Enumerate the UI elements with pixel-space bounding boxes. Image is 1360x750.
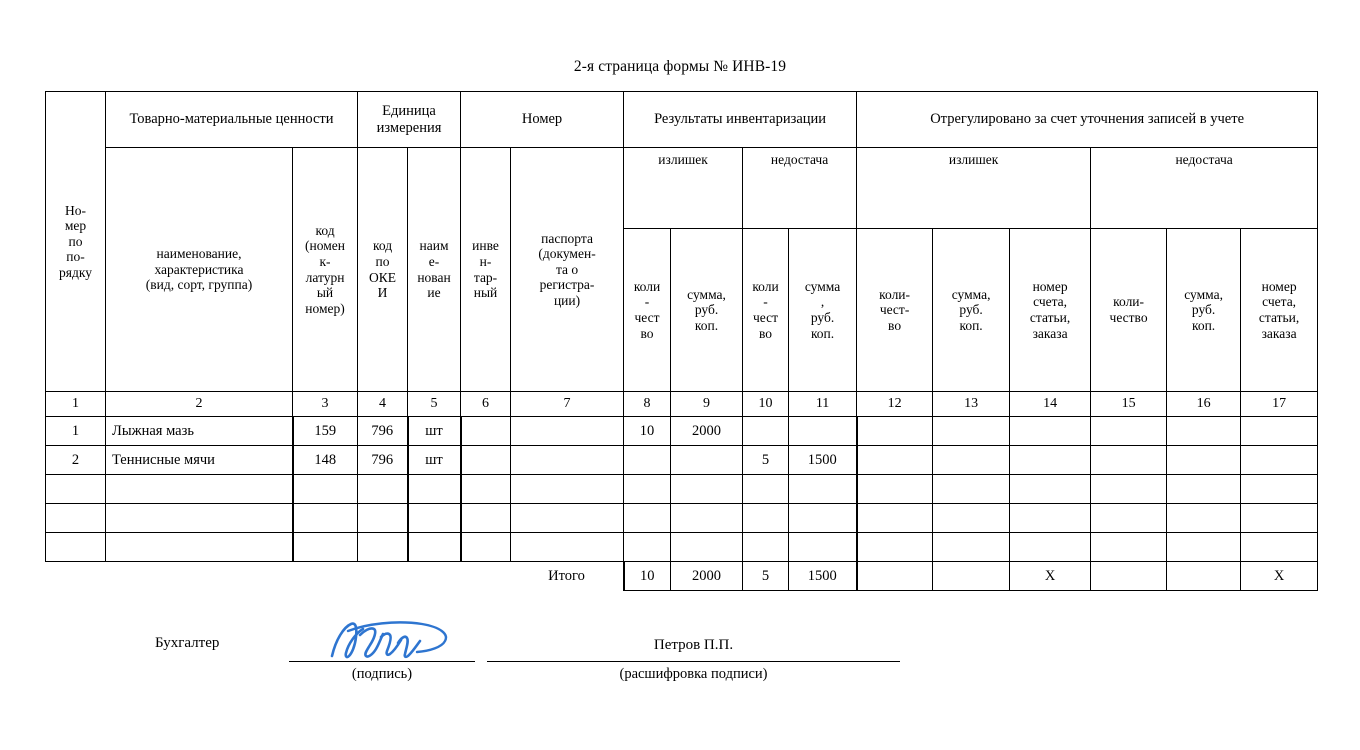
page-title: 2-я страница формы № ИНВ-19 — [573, 58, 787, 75]
total-shortage-quantity: 5 — [743, 562, 789, 591]
cell-name[interactable] — [106, 533, 293, 562]
signature-line — [289, 661, 475, 662]
cell-adj-shortage-quantity[interactable] — [1091, 446, 1167, 475]
total-spacer — [106, 562, 293, 591]
column-number: 6 — [461, 392, 511, 417]
total-surplus-amount: 2000 — [671, 562, 743, 591]
inventory-form-table — [45, 91, 1318, 591]
header-cell-results-surplus: излишек — [624, 148, 743, 229]
column-number: 7 — [511, 392, 624, 417]
cell-okei-code[interactable]: 796 — [358, 446, 408, 475]
cell-adj-shortage-account[interactable] — [1241, 417, 1318, 446]
column-number: 5 — [408, 392, 461, 417]
cell-inventory-number[interactable] — [461, 504, 511, 533]
header-cell-adj-shortage-account: номер счета, статьи, заказа — [1241, 229, 1318, 392]
cell-passport-number[interactable] — [511, 533, 624, 562]
cell-adj-shortage-quantity[interactable] — [1091, 504, 1167, 533]
table-row[interactable] — [46, 504, 1318, 533]
cell-shortage-quantity[interactable] — [743, 475, 789, 504]
column-number: 3 — [293, 392, 358, 417]
total-spacer — [293, 562, 358, 591]
column-number: 14 — [1010, 392, 1091, 417]
cell-adj-surplus-amount[interactable] — [933, 417, 1010, 446]
cell-adj-surplus-amount[interactable] — [933, 475, 1010, 504]
header-cell-adj-shortage-quantity: коли- чество — [1091, 229, 1167, 392]
cell-unit-name[interactable]: шт — [408, 417, 461, 446]
cell-adj-shortage-account[interactable] — [1241, 475, 1318, 504]
cell-adj-surplus-amount[interactable] — [933, 504, 1010, 533]
cell-surplus-quantity[interactable] — [624, 446, 671, 475]
cell-adj-surplus-quantity[interactable] — [857, 475, 933, 504]
signature-role-label: Бухгалтер — [155, 635, 220, 651]
cell-passport-number[interactable] — [511, 446, 624, 475]
cell-surplus-amount[interactable] — [671, 533, 743, 562]
total-adj-surplus-quantity — [857, 562, 933, 591]
cell-adj-surplus-amount[interactable] — [933, 533, 1010, 562]
header-cell-adj-surplus-amount: сумма, руб. коп. — [933, 229, 1010, 392]
cell-adj-surplus-account[interactable] — [1010, 475, 1091, 504]
total-shortage-amount: 1500 — [789, 562, 857, 591]
cell-inventory-number[interactable] — [461, 446, 511, 475]
cell-nomenclature-code[interactable]: 148 — [293, 446, 358, 475]
column-number: 10 — [743, 392, 789, 417]
signature-block — [0, 625, 1360, 725]
name-caption: (расшифровка подписи) — [619, 666, 768, 682]
header-row-groups — [46, 92, 1318, 148]
column-number: 16 — [1167, 392, 1241, 417]
cell-adj-shortage-quantity[interactable] — [1091, 533, 1167, 562]
cell-surplus-quantity[interactable] — [624, 475, 671, 504]
column-number: 2 — [106, 392, 293, 417]
column-number: 17 — [1241, 392, 1318, 417]
header-cell-okei-code: код по ОКЕ И — [358, 148, 408, 392]
total-label: Итого — [548, 567, 585, 584]
header-cell-surplus-quantity: коли - чест во — [624, 229, 671, 392]
cell-shortage-quantity[interactable] — [743, 533, 789, 562]
total-spacer — [358, 562, 408, 591]
signature-caption: (подпись) — [351, 666, 413, 682]
total-row — [46, 562, 1318, 591]
cell-name[interactable]: Лыжная мазь — [106, 417, 293, 446]
cell-shortage-quantity[interactable]: 5 — [743, 446, 789, 475]
header-cell-surplus-amount: сумма, руб. коп. — [671, 229, 743, 392]
total-spacer — [461, 562, 511, 591]
cell-row-number[interactable] — [46, 504, 106, 533]
cell-adj-surplus-amount[interactable] — [933, 446, 1010, 475]
total-spacer — [46, 562, 106, 591]
total-surplus-quantity: 10 — [624, 562, 671, 591]
column-number: 4 — [358, 392, 408, 417]
cell-nomenclature-code[interactable] — [293, 504, 358, 533]
cell-adj-surplus-account[interactable] — [1010, 533, 1091, 562]
header-cell-name-characteristic: наименование, характеристика (вид, сорт, группа) — [106, 148, 293, 392]
header-cell-unit-name: наим е- нован ие — [408, 148, 461, 392]
column-number: 13 — [933, 392, 1010, 417]
column-number-row — [46, 392, 1318, 417]
total-spacer — [408, 562, 461, 591]
cell-adj-shortage-quantity[interactable] — [1091, 475, 1167, 504]
total-adj-shortage-quantity — [1091, 562, 1167, 591]
header-cell-results-group: Результаты инвентаризации — [624, 92, 857, 148]
header-cell-number-group: Номер — [461, 92, 624, 148]
table-row[interactable] — [46, 475, 1318, 504]
table-row[interactable] — [46, 417, 1318, 446]
cell-name[interactable] — [106, 475, 293, 504]
cell-adj-shortage-account[interactable] — [1241, 446, 1318, 475]
cell-row-number[interactable]: 2 — [46, 446, 106, 475]
cell-passport-number[interactable] — [511, 475, 624, 504]
header-cell-unit-group: Единица измерения — [358, 92, 461, 148]
cell-name[interactable] — [106, 504, 293, 533]
cell-name[interactable]: Теннисные мячи — [106, 446, 293, 475]
cell-surplus-amount[interactable] — [671, 446, 743, 475]
header-cell-shortage-quantity: коли - чест во — [743, 229, 789, 392]
header-cell-passport-number: паспорта (докумен- та о регистра- ции) — [511, 148, 624, 392]
header-cell-adjusted-shortage: недостача — [1091, 148, 1318, 229]
cell-adj-surplus-quantity[interactable] — [857, 504, 933, 533]
cell-adj-shortage-quantity[interactable] — [1091, 417, 1167, 446]
cell-shortage-amount[interactable] — [789, 504, 857, 533]
cell-passport-number[interactable] — [511, 504, 624, 533]
header-cell-adj-surplus-account: номер счета, статьи, заказа — [1010, 229, 1091, 392]
header-cell-nomenclature-code: код (номен к- латурн ый номер) — [293, 148, 358, 392]
cell-adj-surplus-account[interactable] — [1010, 417, 1091, 446]
cell-adj-surplus-account[interactable] — [1010, 504, 1091, 533]
cell-adj-shortage-amount[interactable] — [1167, 504, 1241, 533]
cell-shortage-amount[interactable] — [789, 417, 857, 446]
cell-adj-shortage-account[interactable] — [1241, 533, 1318, 562]
cell-okei-code[interactable] — [358, 475, 408, 504]
cell-inventory-number[interactable] — [461, 475, 511, 504]
header-cell-row-number: Но- мер по по- рядку — [46, 92, 106, 392]
cell-adj-shortage-amount[interactable] — [1167, 446, 1241, 475]
total-adj-shortage-account: Х — [1241, 562, 1318, 591]
handwritten-signature-icon — [318, 615, 488, 667]
signatory-name: Петров П.П. — [653, 637, 734, 653]
cell-unit-name[interactable] — [408, 504, 461, 533]
cell-row-number[interactable] — [46, 475, 106, 504]
table-row[interactable] — [46, 533, 1318, 562]
cell-surplus-amount[interactable] — [671, 475, 743, 504]
cell-adj-surplus-quantity[interactable] — [857, 533, 933, 562]
cell-surplus-quantity[interactable] — [624, 504, 671, 533]
header-cell-inventory-number: инве н- тар- ный — [461, 148, 511, 392]
name-line — [487, 661, 900, 662]
cell-surplus-quantity[interactable]: 10 — [624, 417, 671, 446]
cell-unit-name[interactable]: шт — [408, 446, 461, 475]
total-adj-surplus-account: Х — [1010, 562, 1091, 591]
cell-adj-shortage-amount[interactable] — [1167, 533, 1241, 562]
cell-passport-number[interactable] — [511, 417, 624, 446]
table-row[interactable] — [46, 446, 1318, 475]
cell-okei-code[interactable]: 796 — [358, 417, 408, 446]
cell-shortage-amount[interactable] — [789, 475, 857, 504]
header-cell-adjusted-group: Отрегулировано за счет уточнения записей в учете — [857, 92, 1318, 148]
cell-adj-surplus-quantity[interactable] — [857, 417, 933, 446]
cell-unit-name[interactable] — [408, 533, 461, 562]
cell-adj-shortage-amount[interactable] — [1167, 475, 1241, 504]
header-cell-results-shortage: недостача — [743, 148, 857, 229]
cell-inventory-number[interactable] — [461, 533, 511, 562]
cell-inventory-number[interactable] — [461, 417, 511, 446]
column-number: 12 — [857, 392, 933, 417]
cell-shortage-amount[interactable] — [789, 533, 857, 562]
cell-nomenclature-code[interactable]: 159 — [293, 417, 358, 446]
cell-okei-code[interactable] — [358, 504, 408, 533]
cell-adj-shortage-account[interactable] — [1241, 504, 1318, 533]
cell-nomenclature-code[interactable] — [293, 533, 358, 562]
cell-surplus-amount[interactable] — [671, 504, 743, 533]
cell-nomenclature-code[interactable] — [293, 475, 358, 504]
cell-row-number[interactable] — [46, 533, 106, 562]
column-number: 15 — [1091, 392, 1167, 417]
column-number: 9 — [671, 392, 743, 417]
cell-adj-surplus-quantity[interactable] — [857, 446, 933, 475]
column-number: 1 — [46, 392, 106, 417]
cell-surplus-amount[interactable]: 2000 — [671, 417, 743, 446]
cell-adj-shortage-amount[interactable] — [1167, 417, 1241, 446]
cell-row-number[interactable]: 1 — [46, 417, 106, 446]
header-cell-adj-shortage-amount: сумма, руб. коп. — [1167, 229, 1241, 392]
cell-surplus-quantity[interactable] — [624, 533, 671, 562]
header-cell-adj-surplus-quantity: коли- чест- во — [857, 229, 933, 392]
cell-okei-code[interactable] — [358, 533, 408, 562]
header-cell-adjusted-surplus: излишек — [857, 148, 1091, 229]
header-cell-shortage-amount: сумма , руб. коп. — [789, 229, 857, 392]
cell-shortage-amount[interactable]: 1500 — [789, 446, 857, 475]
header-cell-goods-group: Товарно-материальные ценности — [106, 92, 358, 148]
total-adj-surplus-amount — [933, 562, 1010, 591]
cell-shortage-quantity[interactable] — [743, 504, 789, 533]
cell-shortage-quantity[interactable] — [743, 417, 789, 446]
column-number: 8 — [624, 392, 671, 417]
cell-unit-name[interactable] — [408, 475, 461, 504]
column-number: 11 — [789, 392, 857, 417]
total-adj-shortage-amount — [1167, 562, 1241, 591]
cell-adj-surplus-account[interactable] — [1010, 446, 1091, 475]
